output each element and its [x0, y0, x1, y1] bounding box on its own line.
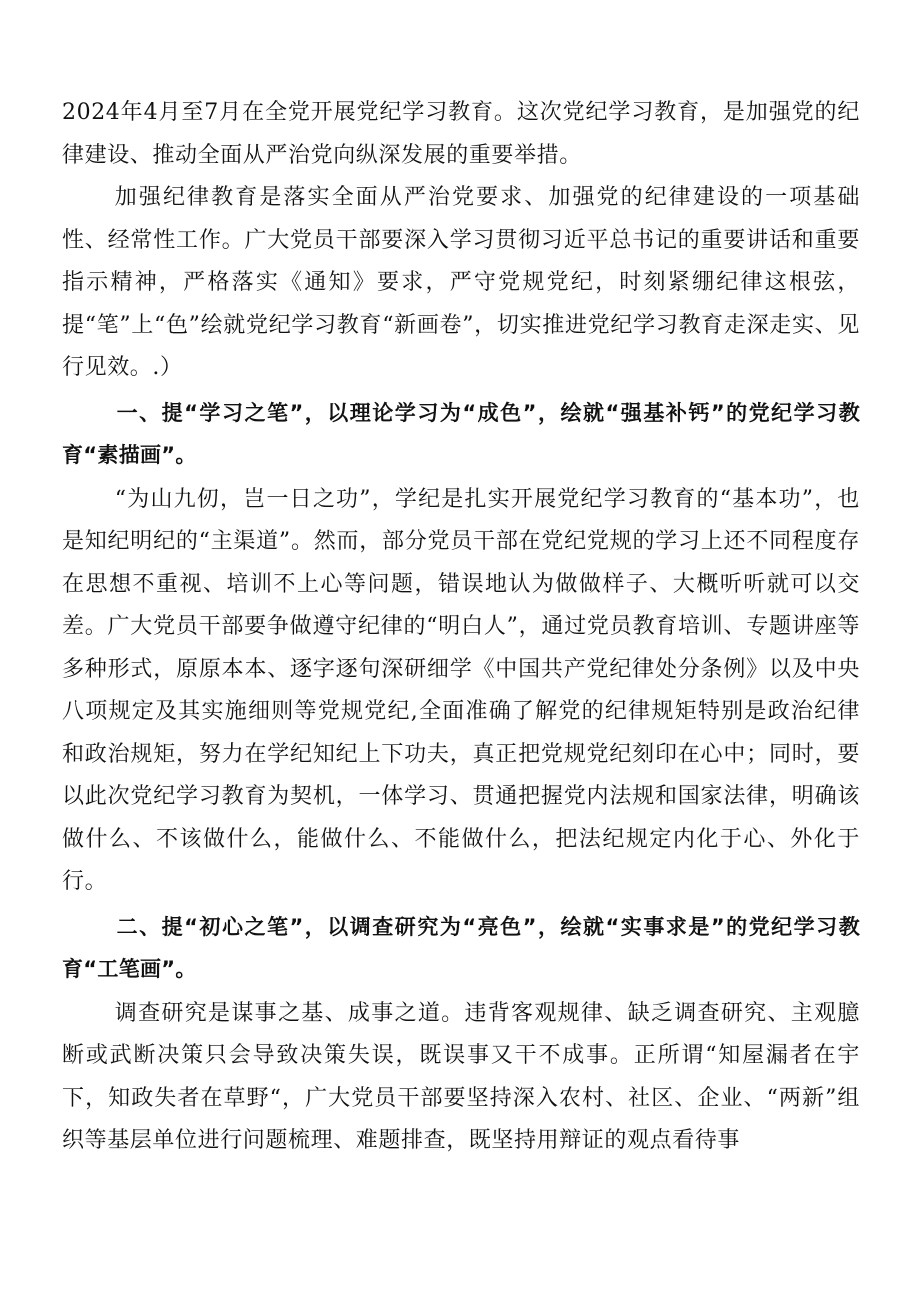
body-paragraph-investigation: 调查研究是谋事之基、成事之道。违背客观规律、缺乏调查研究、主观臆断或武断决策只会导致决策失误，既误事又干不成事。正所谓“知屋漏者在宇下，知政失者在草野“，广大党员干部要坚持深入农村、社区、企业、“两新”组织等基层单位进行问题梳理、难题排查，既坚持用辩证的观点看待事 — [62, 1000, 860, 1153]
body-paragraph-theory-study: “为山九仞，岂一日之功”，学纪是扎实开展党纪学习教育的“基本功”，也是知纪明纪的“主渠道”。然而，部分党员干部在党纪党规的学习上还不同程度存在思想不重视、培训不上心等问题，错误地认为做做样子、大概听听就可以交差。广大党员干部要争做遵守纪律的“明白人”，通过党员教育培训、专题讲座等多种形式，原原本本、逐字逐句深研细学《中国共产党纪律处分条例》以及中央八项规定及其实施细则等党规党纪,全面准确了解党的纪律规矩特别是政治纪律和政治规矩，努力在学纪知纪上下功夫，真正把党规党纪刻印在心中；同时，要以此次党纪学习教育为契机，一体学习、贯通把握党内法规和国家法律，明确该做什么、不该做什么，能做什么、不能做什么，把法纪规定内化于心、外化于行。 — [62, 486, 860, 894]
body-paragraph-discipline-education: 加强纪律教育是落实全面从严治党要求、加强党的纪律建设的一项基础性、经常性工作。广大党员干部要深入学习贯彻习近平总书记的重要讲话和重要指示精神，严格落实《通知》要求，严守党规党纪，时刻紧绷纪律这根弦，提“笔”上“色”绘就党纪学习教育“新画卷”，切实推进党纪学习教育走深走实、见行见效。.） — [62, 185, 860, 380]
document-body — [62, 92, 860, 1163]
intro-paragraph: 2024年4月至7月在全党开展党纪学习教育。这次党纪学习教育，是加强党的纪律建设、推动全面从严治党向纵深发展的重要举措。 — [62, 100, 860, 168]
section-heading-2: 二、提“初心之笔”，以调查研究为“亮色”，绘就“实事求是”的党纪学习教育“工笔画”。 — [62, 914, 860, 981]
section-heading-1: 一、提“学习之笔”，以理论学习为“成色”，绘就“强基补钙”的党纪学习教育“素描画”。 — [62, 400, 860, 467]
